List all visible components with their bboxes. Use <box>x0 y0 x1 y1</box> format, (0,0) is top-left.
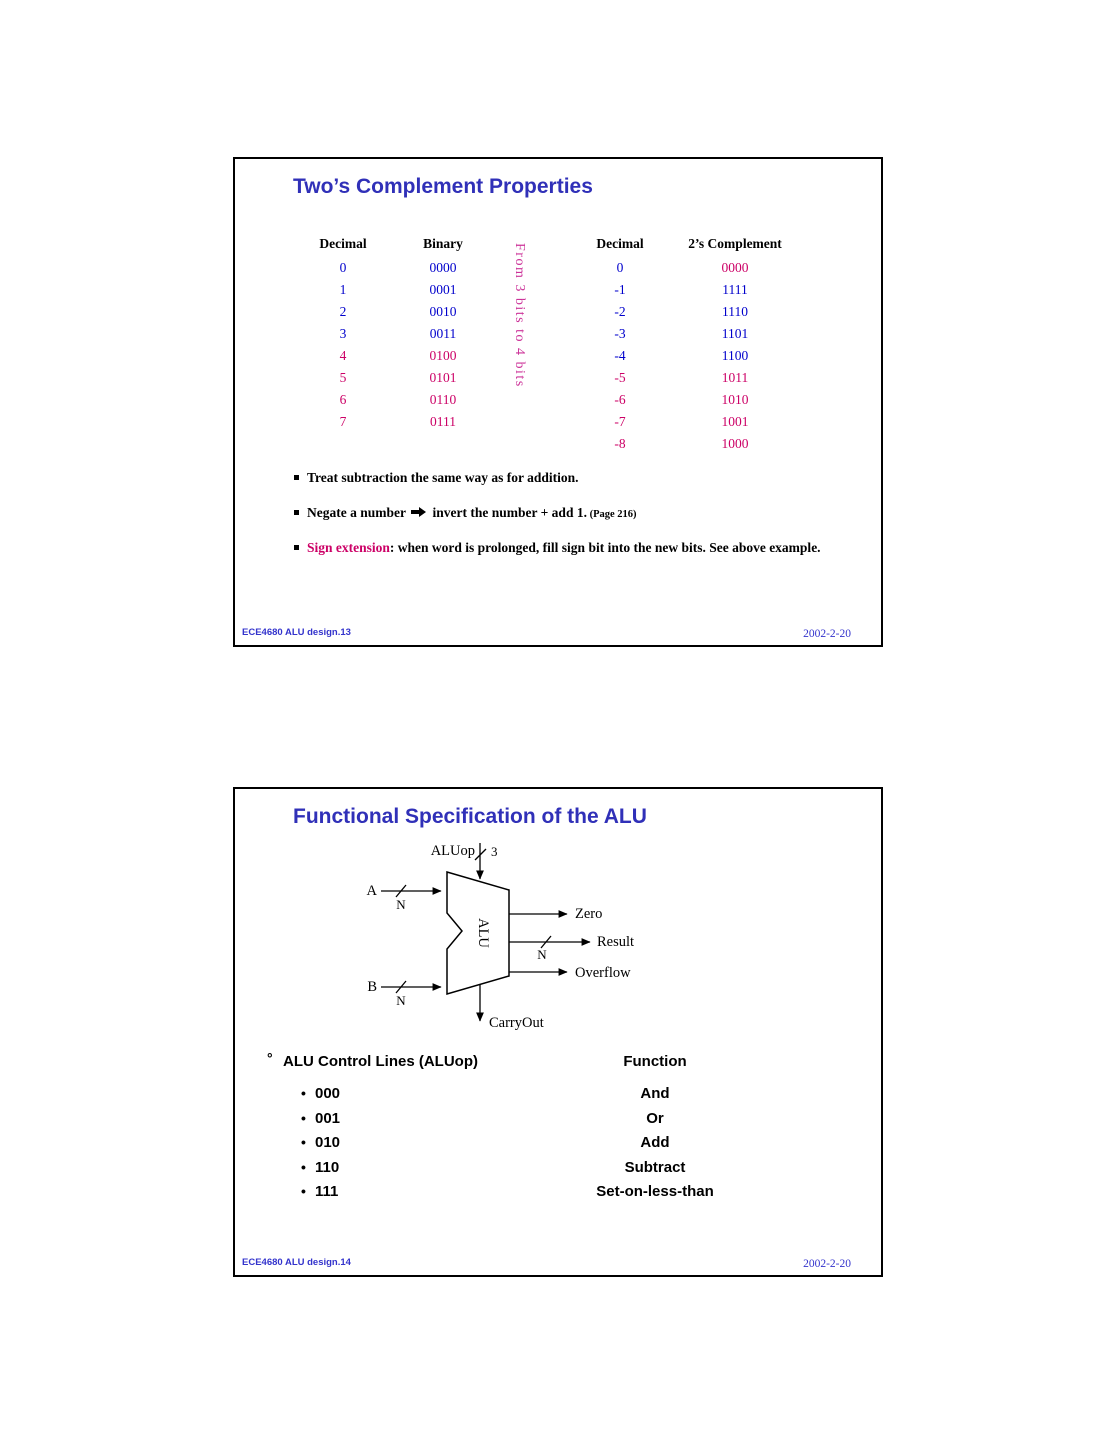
zero-label: Zero <box>575 906 603 922</box>
dot-bullet-icon: • <box>301 1085 306 1101</box>
twos-complement-value: 1000 <box>721 436 749 451</box>
binary-value: 0000 <box>429 260 457 275</box>
table-row <box>580 257 810 279</box>
decimal-value: -2 <box>614 304 626 319</box>
slide-date: 2002-2-20 <box>803 1258 851 1270</box>
table-header-row <box>307 231 507 257</box>
column-header: Decimal <box>596 236 644 251</box>
input-a-label: A <box>366 883 377 899</box>
aluop-code: 000 <box>315 1085 341 1102</box>
from-3-to-4-bits-label: From 3 bits to 4 bits <box>512 243 527 388</box>
decimal-binary-table <box>307 231 507 433</box>
aluop-label: ALUop <box>430 843 475 859</box>
dot-bullet-icon: • <box>301 1183 306 1199</box>
bullet-square-icon <box>294 510 299 515</box>
table-row <box>580 301 810 323</box>
decimal-value: 3 <box>339 326 347 341</box>
bullet-text-part: invert the number + add 1. <box>429 505 587 520</box>
bullet-text-part: Negate a number <box>307 505 410 520</box>
slide-twos-complement <box>233 157 883 647</box>
table-header-row <box>580 231 810 257</box>
slide-date: 2002-2-20 <box>803 628 851 640</box>
table-row <box>307 367 507 389</box>
decimal-value: 6 <box>339 392 347 407</box>
carryout-label: CarryOut <box>489 1015 544 1031</box>
slide-alu-spec <box>233 787 883 1277</box>
bus-width-3: 3 <box>491 844 498 859</box>
decimal-value: 0 <box>616 260 624 275</box>
twos-complement-value: 1100 <box>721 348 749 363</box>
twos-complement-value: 1111 <box>722 282 748 297</box>
bus-width-n: N <box>396 993 406 1008</box>
table-row <box>307 257 507 279</box>
decimal-value: 4 <box>339 348 347 363</box>
bullet-square-icon <box>294 545 299 550</box>
slide-footer-label: ECE4680 ALU design.14 <box>242 1257 351 1268</box>
decimal-value: -5 <box>614 370 626 385</box>
control-line-row <box>235 1183 881 1205</box>
aluop-code: 111 <box>315 1183 339 1200</box>
binary-value: 0010 <box>429 304 457 319</box>
control-line-row <box>235 1110 881 1132</box>
function-name: And <box>640 1085 670 1102</box>
aluop-code: 110 <box>315 1159 340 1176</box>
bus-width-n: N <box>396 897 406 912</box>
decimal-value: 5 <box>339 370 347 385</box>
function-column-header: Function <box>623 1053 687 1070</box>
table-row <box>307 345 507 367</box>
decimal-value: 0 <box>339 260 347 275</box>
bullet-item <box>294 469 874 487</box>
decimal-value: -1 <box>614 282 626 297</box>
control-line-row <box>235 1134 881 1156</box>
twos-complement-value: 0000 <box>721 260 749 275</box>
sign-extension-term: Sign extension <box>307 540 390 555</box>
table-row <box>307 389 507 411</box>
bus-width-n: N <box>537 947 547 962</box>
table-row <box>307 411 507 433</box>
table-row <box>580 323 810 345</box>
twos-complement-value: 1011 <box>721 370 749 385</box>
slide-footer-label: ECE4680 ALU design.13 <box>242 627 351 638</box>
bullet-text: Treat subtraction the same way as for addition. <box>307 470 579 485</box>
dot-bullet-icon: • <box>301 1134 306 1150</box>
column-header: 2’s Complement <box>688 236 782 251</box>
bullet-text <box>307 504 637 524</box>
degree-bullet-icon: ° <box>267 1050 273 1066</box>
bullet-item <box>294 539 874 557</box>
column-header: Decimal <box>319 236 367 251</box>
table-row <box>580 345 810 367</box>
table-row <box>580 433 810 455</box>
table-row <box>580 279 810 301</box>
aluop-code: 001 <box>315 1110 341 1127</box>
decimal-value: -3 <box>614 326 626 341</box>
decimal-value: 2 <box>339 304 347 319</box>
alu-diagram <box>235 789 885 1049</box>
decimal-value: -7 <box>614 414 626 429</box>
table-row <box>307 323 507 345</box>
page-title: Two’s Complement Properties <box>293 175 593 198</box>
bullet-square-icon <box>294 475 299 480</box>
decimal-twos-complement-table <box>580 231 810 455</box>
binary-value: 0101 <box>429 370 457 385</box>
dot-bullet-icon: • <box>301 1159 306 1175</box>
function-name: Subtract <box>624 1159 686 1176</box>
alu-body-label: ALU <box>475 918 491 948</box>
binary-value: 0111 <box>430 414 456 429</box>
column-header: Binary <box>423 236 463 251</box>
page-reference: (Page 216) <box>586 509 637 520</box>
function-name: Or <box>646 1110 664 1127</box>
table-row <box>580 367 810 389</box>
page-title: Functional Specification of the ALU <box>293 805 647 828</box>
binary-value: 0011 <box>429 326 457 341</box>
function-name: Set-on-less-than <box>596 1183 714 1200</box>
decimal-value: 7 <box>339 414 347 429</box>
decimal-value: 1 <box>339 282 347 297</box>
twos-complement-value: 1101 <box>721 326 749 341</box>
control-lines-header <box>235 1050 881 1075</box>
twos-complement-value: 1010 <box>721 392 749 407</box>
table-row <box>580 389 810 411</box>
function-name: Add <box>640 1134 670 1151</box>
control-line-row <box>235 1159 881 1181</box>
aluop-code: 010 <box>315 1134 341 1151</box>
binary-value: 0100 <box>429 348 457 363</box>
dot-bullet-icon: • <box>301 1110 306 1126</box>
binary-value: 0001 <box>429 282 457 297</box>
control-lines-title: ALU Control Lines (ALUop) <box>283 1053 478 1070</box>
decimal-value: -6 <box>614 392 626 407</box>
bullet-item <box>294 504 874 524</box>
input-b-label: B <box>367 979 377 995</box>
twos-complement-value: 1110 <box>722 304 748 319</box>
table-row <box>580 411 810 433</box>
control-line-row <box>235 1085 881 1107</box>
result-label: Result <box>597 934 635 950</box>
binary-value: 0110 <box>429 392 457 407</box>
decimal-value: -4 <box>614 348 626 363</box>
bullet-text <box>307 539 821 557</box>
table-row <box>307 279 507 301</box>
right-arrow-icon <box>411 506 427 518</box>
twos-complement-value: 1001 <box>721 414 749 429</box>
overflow-label: Overflow <box>575 965 631 981</box>
bullet-text-part: : when word is prolonged, fill sign bit into the new bits. See above example. <box>389 540 821 555</box>
decimal-value: -8 <box>614 436 626 451</box>
table-row <box>307 301 507 323</box>
